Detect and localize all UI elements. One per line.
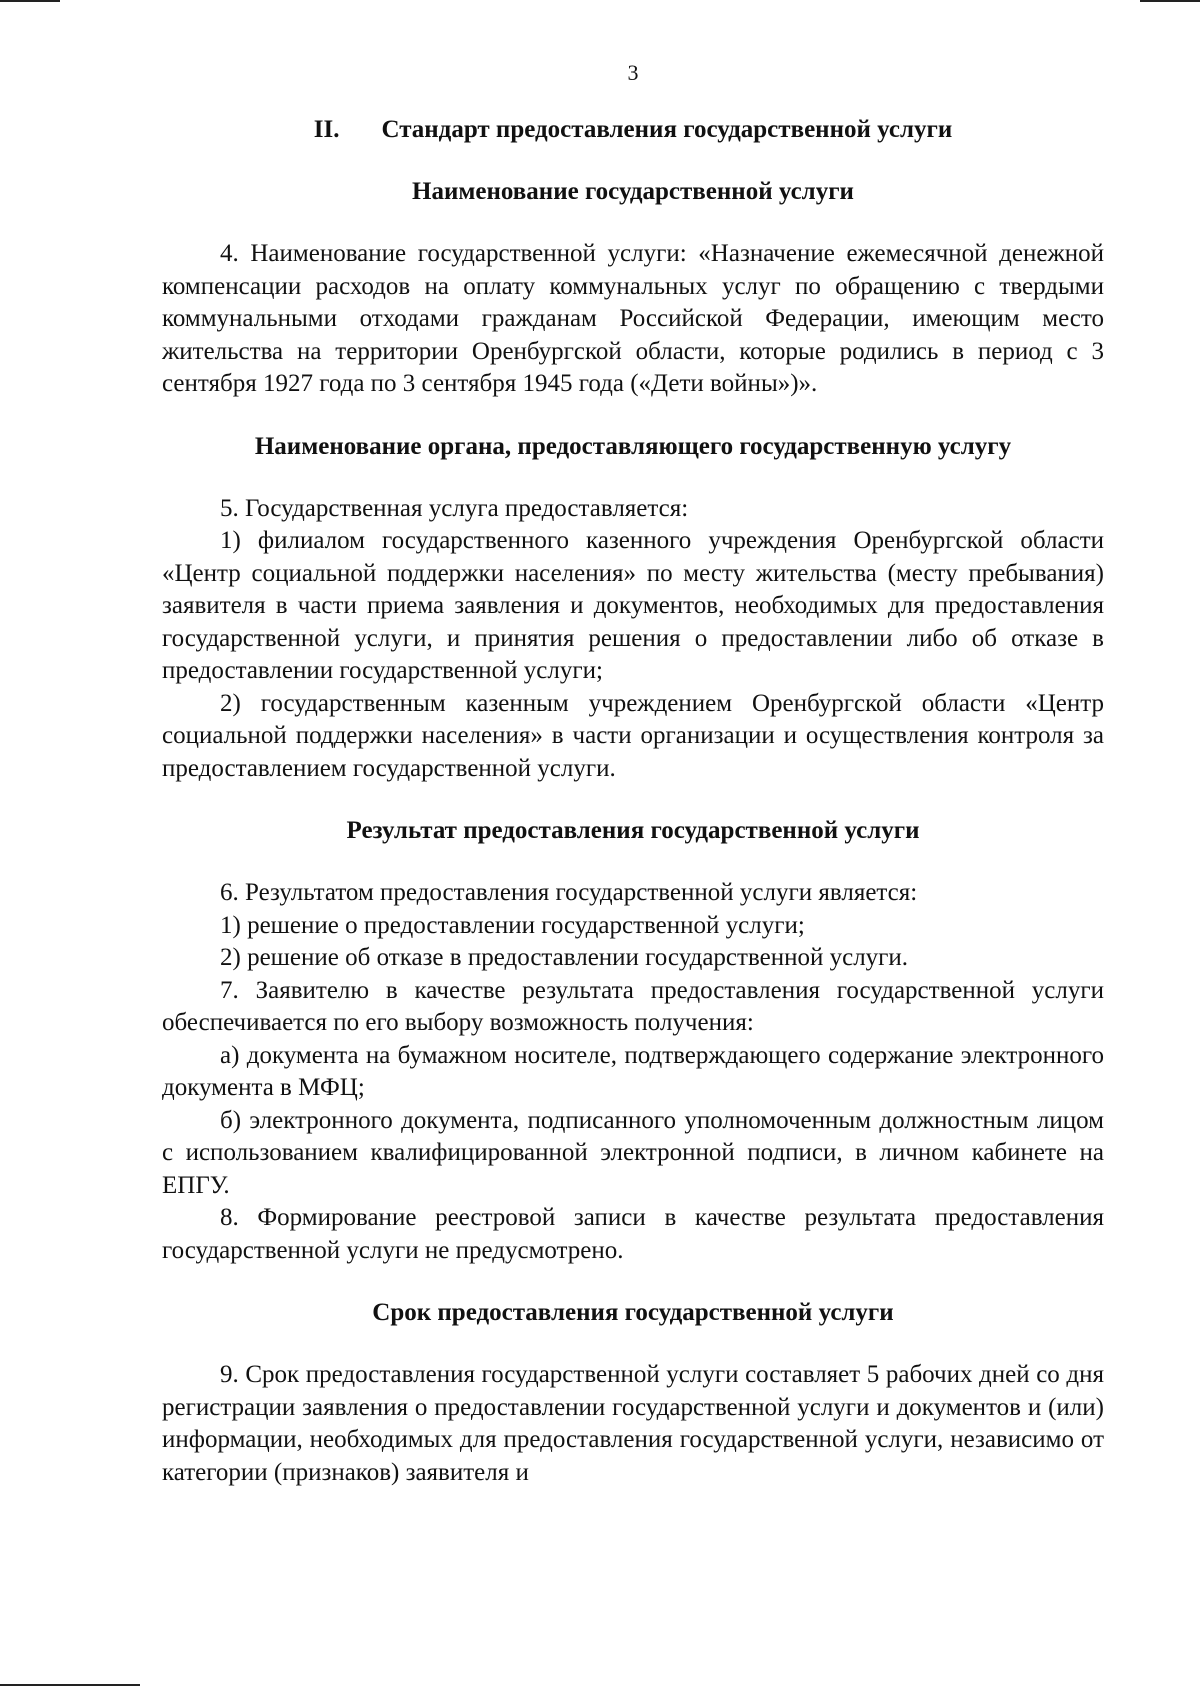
section-title-text: Стандарт предоставления государственной услуги — [381, 116, 953, 143]
document-section — [162, 178, 1104, 401]
paragraph: 4. Наименование государственной услуги: «Назначение ежемесячной денежной компенсации расходов на оплату коммунальных услуг по обращению с твердыми коммунальными отходами гражданам Российской Федерации, имеющим место жительства на территории Оренбургской области, которые родились в период с 3 сентября 1927 года по 3 сентября 1945 года («Дети войны»)». — [162, 240, 1104, 397]
section-numeral: II. — [313, 116, 340, 143]
page-number: 3 — [627, 60, 639, 85]
scan-edge-bottom-left — [0, 1684, 140, 1686]
paragraph: 1) решение о предоставлении государственной услуги; — [220, 911, 805, 939]
paragraph: 9. Срок предоставления государственной услуги составляет 5 рабочих дней со дня регистрации заявления о предоставлении государственной услуги и документов и (или) информации, необходимых для предоставления государственной услуги, независимо от категории (признаков) заявителя и — [162, 1361, 1104, 1486]
paragraph: 6. Результатом предоставления государственной услуги является: — [220, 879, 918, 906]
section-heading: Срок предоставления государственной услуги — [372, 1299, 894, 1326]
document-section — [162, 1299, 1104, 1489]
paragraph: а) документа на бумажном носителе, подтверждающего содержание электронного документа в МФЦ; — [162, 1041, 1104, 1101]
section-heading: Наименование органа, предоставляющего государственную услугу — [254, 432, 1012, 460]
document-section — [162, 433, 1104, 786]
paragraph: 5. Государственная услуга предоставляется: — [220, 494, 689, 522]
document-body — [162, 178, 1104, 1489]
scan-edge-top-right — [1140, 0, 1200, 2]
scan-edge-top-left — [0, 0, 60, 2]
section-title — [162, 116, 1104, 144]
paragraph: 2) решение об отказе в предоставлении государственной услуги. — [220, 944, 909, 971]
section-heading: Результат предоставления государственной услуги — [346, 817, 920, 844]
document-section — [162, 817, 1104, 1267]
document-page — [162, 60, 1104, 1521]
section-heading: Наименование государственной услуги — [412, 178, 854, 205]
paragraph: 7. Заявителю в качестве результата предоставления государственной услуги обеспечивается по его выбору возможность получения: — [162, 976, 1104, 1036]
paragraph: 8. Формирование реестровой записи в качестве результата предоставления государственной услуги не предусмотрено. — [162, 1204, 1104, 1264]
paragraph: 1) филиалом государственного казенного учреждения Оренбургской области «Центр социальной поддержки населения» по месту жительства (месту пребывания) заявителя в части приема заявления и документов, необходимых для предоставления государственной услуги, и принятия решения о предоставлении либо об отказе в предоставлении государственной услуги; — [162, 527, 1104, 684]
paragraph: б) электронного документа, подписанного уполномоченным должностным лицом с использованием квалифицированной электронной подписи, в личном кабинете на ЕПГУ. — [162, 1106, 1104, 1199]
paragraph: 2) государственным казенным учреждением Оренбургской области «Центр социальной поддержки населения» в части организации и осуществления контроля за предоставлением государственной услуги. — [162, 689, 1104, 782]
